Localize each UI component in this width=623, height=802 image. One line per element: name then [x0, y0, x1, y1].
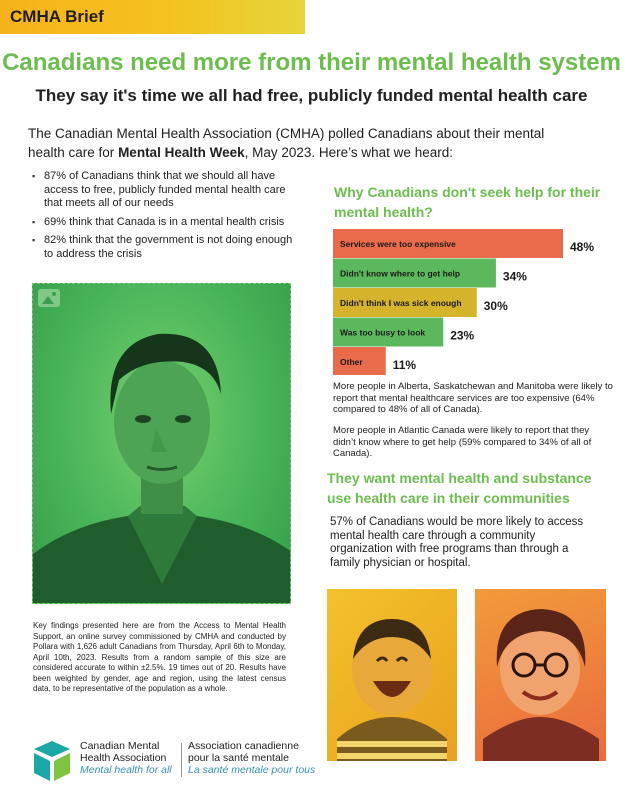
cmha-logo-icon [30, 739, 74, 783]
findings-list [32, 170, 302, 266]
finding-item: ▪ 69% think that Canada is in a mental health crisis [32, 216, 302, 230]
chart-note-prairies: More people in Alberta, Saskatchewan and Manitoba were likely to report that mental healthcare services are too expensive (64% compared to 48% of all of Canada). [333, 381, 613, 415]
chart-category-label: Was too busy to look [340, 327, 426, 338]
community-heading: They want mental health and substance use health care in their communities [327, 470, 592, 506]
logo-divider [181, 743, 182, 777]
logo-en-line1: Canadian Mental [80, 740, 160, 752]
chart-category-label: Didn't know where to get help [340, 268, 461, 279]
intro-text-after: , May 2023. Here’s what we heard: [244, 145, 453, 160]
finding-item: ▪ 82% think that the government is not doing enough to address the crisis [32, 234, 302, 261]
intro-paragraph [28, 124, 568, 162]
page-title: Canadians need more from their mental health system [2, 49, 621, 76]
chart-category-label: Didn't think I was sick enough [340, 298, 462, 308]
page-subtitle: They say it's time we all had free, publicly funded mental health care [35, 86, 588, 105]
chart-note-atlantic: More people in Atlantic Canada were likely to report that they didn’t know where to get help (59% compared to 34% of all of Canada). [333, 425, 592, 459]
brief-header-bar [0, 0, 305, 34]
chart-value-label: 11% [392, 358, 417, 372]
barriers-bar-chart [330, 225, 620, 375]
logo-fr-line2: pour la santé mentale [188, 752, 289, 764]
child-photo [327, 589, 457, 761]
logo-en-tagline: Mental health for all [80, 764, 172, 776]
logo-fr-tagline: La santé mentale pour tous [188, 764, 316, 776]
chart-value-label: 23% [450, 328, 475, 343]
child-illustration [327, 589, 457, 761]
portrait-illustration [33, 284, 291, 604]
logo-fr-line1: Association canadienne [188, 740, 299, 752]
logo-en-line2: Health Association [80, 752, 167, 764]
finding-item: ▪ 87% of Canadians think that we should all have access to free, publicly funded mental health care that meets all of our needs [32, 170, 302, 211]
community-paragraph: 57% of Canadians would be more likely to access mental health care through a community organization with free programs than through a family physician or hospital. [330, 516, 584, 569]
chart-value-label: 34% [502, 269, 527, 284]
brief-label: CMHA Brief [10, 7, 104, 26]
chart-category-label: Services were too expensive [340, 239, 456, 249]
intro-text-bold: Mental Health Week [118, 145, 245, 160]
logo-french [188, 740, 328, 776]
chart-value-label: 30% [483, 299, 508, 313]
cmha-logo-block[interactable] [30, 739, 330, 789]
chart-title: Why Canadians don't seek help for their mental health? [334, 184, 601, 220]
intro-text-before: The Canadian Mental Health Association (CMHA) polled Canadians about their mental health care for [28, 126, 545, 160]
woman-photo [475, 589, 606, 761]
chart-category-label: Other [340, 357, 363, 367]
logo-english [80, 740, 180, 776]
woman-illustration [475, 589, 606, 761]
methodology-text: Key findings presented here are from the Access to Mental Health Support, an online survey commissioned by CMHA and conducted by Pollara with 1,626 adult Canadians from Thursday, April 6th to Monday, April 10th, 2023. Results from a random sample of this size are considered accurate to within ±2.5%. 19 times out of 20. Results have been weighted by gender, age and region, using the latest census data, to be representative of the population as a whole. [33, 621, 286, 693]
portrait-photo [32, 283, 291, 604]
chart-value-label: 48% [570, 240, 595, 254]
